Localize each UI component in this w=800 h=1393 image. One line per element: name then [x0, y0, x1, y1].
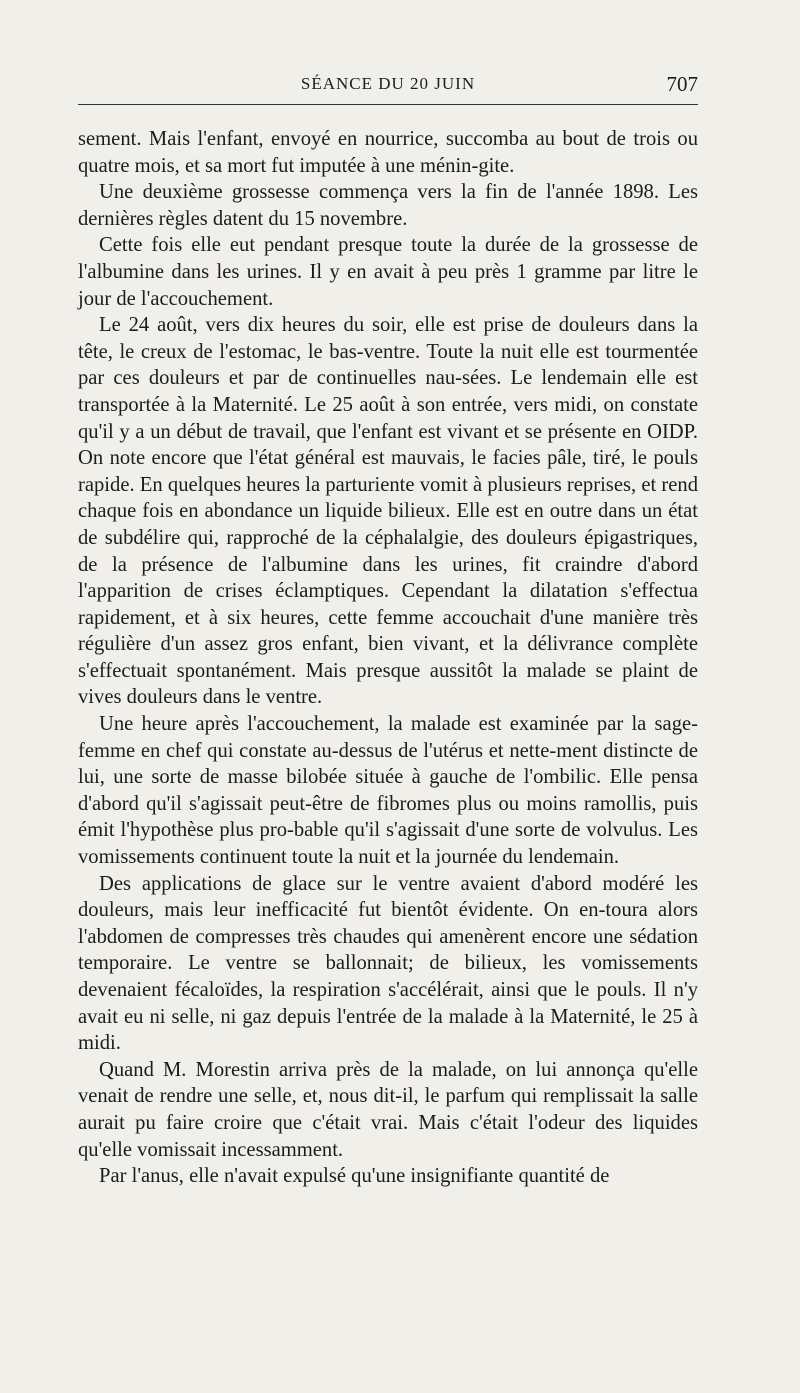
paragraph: Le 24 août, vers dix heures du soir, elle est prise de douleurs dans la tête, le creux de l'estomac, le bas-ventre. Toute la nuit elle est tourmentée par ces douleurs et par de continuelles nau-sées. Le lendemain elle est transportée à la Maternité. Le 25 août à son entrée, vers midi, on constate qu'il y a un début de travail, que l'enfant est vivant et se présente en OIDP. On note encore que l'état général est mauvais, le facies pâle, tiré, le pouls rapide. En quelques heures la parturiente vomit à plusieurs reprises, et rend chaque fois en abondance un liquide bilieux. Elle est en outre dans un état de subdélire qui, rapproché de la céphalalgie, des douleurs épigastriques, de la présence de l'albumine dans les urines, fit craindre d'abord l'apparition de crises éclamptiques. Cependant la dilatation s'effectua rapidement, et à six heures, cette femme accouchait d'une manière très régulière d'un assez gros enfant, bien vivant, et la délivrance complète s'effectuait spontanément. Mais presque aussitôt la malade se plaint de vives douleurs dans le ventre.	[78, 314, 698, 709]
page-number: 707	[666, 72, 698, 96]
paragraph: Quand M. Morestin arriva près de la malade, on lui annonça qu'elle venait de rendre une selle, et, nous dit-il, le parfum qui remplissait la salle aurait pu faire croire que c'était vrai. Mais c'était l'odeur des liquides qu'elle vomissait incessamment.	[78, 1058, 698, 1161]
paragraph: sement. Mais l'enfant, envoyé en nourrice, succomba au bout de trois ou quatre mois, et sa mort fut imputée à une ménin-gite.	[78, 128, 698, 177]
running-title: SÉANCE DU 20 JUIN	[300, 74, 476, 93]
paragraph: Des applications de glace sur le ventre avaient d'abord modéré les douleurs, mais leur inefficacité fut bientôt évidente. On en-toura alors l'abdomen de compresses très chaudes qui amenèrent encore une sédation temporaire. Le ventre se ballonnait; de bilieux, les vomissements devenaient fécaloïdes, la respiration s'accélérait, ainsi que le pouls. Il n'y avait eu ni selle, ni gaz depuis l'entrée de la malade à la Maternité, le 25 à midi.	[78, 872, 698, 1055]
paragraph: Une heure après l'accouchement, la malade est examinée par la sage-femme en chef qui constate au-dessus de l'utérus et nette-ment distincte de lui, une sorte de masse bilobée située à gauche de l'ombilic. Elle pensa d'abord qu'il s'agissait peut-être de fibromes plus ou moins ramollis, puis émit l'hypothèse plus pro-bable qu'il s'agissait d'une sorte de volvulus. Les vomissements continuent toute la nuit et la journée du lendemain.	[78, 713, 698, 869]
paragraph: Une deuxième grossesse commença vers la fin de l'année 1898. Les dernières règles datent du 15 novembre.	[78, 181, 698, 230]
paragraph: Cette fois elle eut pendant presque toute la durée de la grossesse de l'albumine dans les urines. Il y en avait à peu près 1 gramme par litre le jour de l'accouchement.	[78, 234, 698, 310]
paragraph: Par l'anus, elle n'avait expulsé qu'une insignifiante quantité de	[99, 1165, 610, 1188]
body-text	[78, 126, 698, 1190]
page-header	[78, 64, 698, 105]
